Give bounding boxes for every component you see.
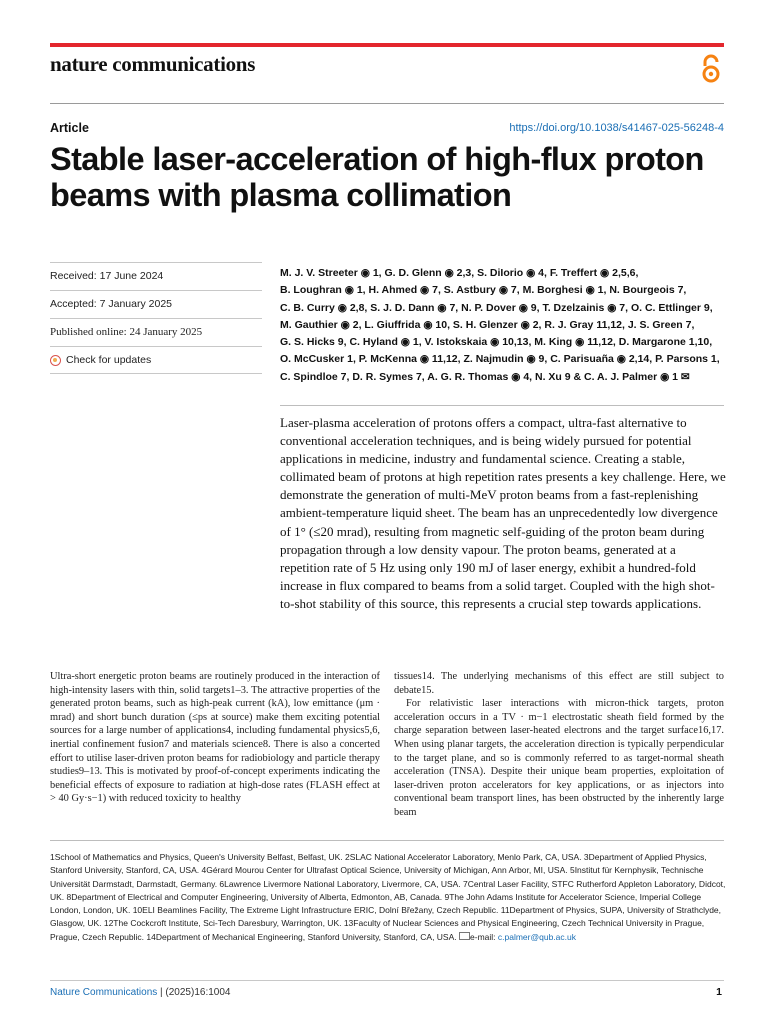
footer-divider [50,980,724,981]
body-column-left [50,670,380,806]
author-list [280,265,732,386]
open-access-icon[interactable] [700,54,722,84]
author-line[interactable]: G. S. Hicks 9, C. Hyland ◉ 1, V. Istokskaia ◉ 10,13, M. King ◉ 11,12, D. Margarone 1,10, [280,336,713,349]
body-paragraph: tissues14. The underlying mechanisms of this effect are still subject to debate15. [394,671,724,696]
body-column-right [394,670,724,820]
page-number: 1 [716,986,722,998]
author-line[interactable]: O. McCusker 1, P. McKenna ◉ 11,12, Z. Najmudin ◉ 9, C. Parisuaña ◉ 2,14, P. Parsons 1, [280,353,720,366]
header-divider [50,103,724,104]
article-dates [50,262,262,374]
received-date: Received: 17 June 2024 [50,262,262,290]
journal-name[interactable]: nature communications [50,52,256,76]
abstract-divider [280,405,724,406]
author-line[interactable]: M. J. V. Streeter ◉ 1, G. D. Glenn ◉ 2,3, S. DiIorio ◉ 4, F. Treffert ◉ 2,5,6, [280,267,639,279]
doi-link[interactable]: https://doi.org/10.1038/s41467-025-56248-4 [509,122,724,134]
affiliations [50,851,728,944]
affiliations-text: 1School of Mathematics and Physics, Queen's University Belfast, Belfast, UK. 2SLAC National Accelerator Laboratory, Menlo Park, CA, USA. 3Department of Applied Physics, Stanford University, Stanford, CA, USA. 4Gérard Mourou Center for Ultrafast Optical Science, University of Michigan, Ann Arbor, MI, USA. 5Institut für Kernphysik, Technische Universität Darmstadt, Darmstadt, Germany. 6Lawrence Livermore National Laboratory, Livermore, CA, USA. 7Central Laser Facility, STFC Rutherford Appleton Laboratory, Didcot, UK. 8Department of Electrical and Computer Engineering, University of Alberta, Edmonton, AB, Canada. 9The John Adams Institute for Accelerator Science, Imperial College London, London, UK. 10ELI Beamlines Facility, The Extreme Light Infrastructure ERIC, Dolní Břežany, Czech Republic. 11Department of Physics, SUPA, University of Strathclyde, Glasgow, UK. 12The Cockcroft Institute, Sci-Tech Daresbury, Warrington, UK. 13Faculty of Nuclear Sciences and Physical Engineering, Czech Technical University in Prague, Prague, Czech Republic. 14Department of Mechanical Engineering, Stanford University, Stanford, CA, USA. [50,852,726,942]
email-label: e-mail: [470,931,498,942]
author-line[interactable]: C. Spindloe 7, D. R. Symes 7, A. G. R. Thomas ◉ 4, N. Xu 9 & C. A. J. Palmer ◉ 1 ✉ [280,370,690,383]
author-line[interactable]: B. Loughran ◉ 1, H. Ahmed ◉ 7, S. Astbury ◉ 7, M. Borghesi ◉ 1, N. Bourgeois 7, [280,284,687,297]
accepted-date: Accepted: 7 January 2025 [50,290,262,318]
footer-citation [50,987,230,998]
email-icon [459,932,470,940]
corresponding-email-link[interactable]: c.palmer@qub.ac.uk [497,931,576,942]
footer-volume: | (2025)16:1004 [157,987,231,998]
journal-top-rule [50,43,724,47]
check-updates-link[interactable] [50,346,262,374]
check-updates-icon [50,355,61,366]
abstract: Laser-plasma acceleration of protons offers a compact, ultra-fast alternative to conventional acceleration techniques, and is being widely pursued for potential applications in medicine, industry and fundamental science. Creating a stable, collimated beam of protons at high repetition rates presents a key challenge. Here, we demonstrate the generation of multi-MeV proton beams from a fast-replenishing ambient-temperature liquid sheet. The beam has an unprecedentedly low divergence of 1° (≤20 mrad), resulting from magnetic self-guiding of the proton beam during propagation through a low density vapour. The proton beams, generated at a repetition rate of 5 Hz using only 190 mJ of laser energy, exhibit a hundred-fold increase in flux compared to beams from a solid target. Coupled with the high shot-to-shot stability of this source, this represents a crucial step towards applications. [280,415,726,611]
affiliations-divider [50,840,724,841]
author-line[interactable]: M. Gauthier ◉ 2, L. Giuffrida ◉ 10, S. H. Glenzer ◉ 2, R. J. Gray 11,12, J. S. Green 7, [280,318,695,331]
check-updates-label: Check for updates [66,354,152,366]
published-date: Published online: 24 January 2025 [50,318,262,346]
article-type-label: Article [50,121,89,135]
article-title: Stable laser-acceleration of high-flux proton beams with plasma collimation [50,141,704,213]
author-line[interactable]: C. B. Curry ◉ 2,8, S. J. D. Dann ◉ 7, N. P. Dover ◉ 9, T. Dzelzainis ◉ 7, O. C. Ettlinger 9, [280,301,713,314]
footer-journal-link[interactable]: Nature Communications [50,987,158,998]
body-paragraph: Ultra-short energetic proton beams are routinely produced in the interaction of high-intensity lasers with thin, solid targets1–3. The attractive properties of the generated proton beams, such as high-peak current (kA), low emittance (μm · mrad) and short bunch duration (≤ps at source) make them exciting potential sources for a large number of applications4, including fundamental physics5,6, inertial confinement fusion7 and materials science8. There is also a concerted effort to utilise laser-driven proton beams for radiobiology and particle therapy studies9–13. This is motivated by proof-of-concept experiments indicating the beneficial effects of exposure to radiation at high-dose rates (FLASH effect at > 40 Gy·s−1) with reduced toxicity to healthy [50,671,380,805]
body-paragraph: For relativistic laser interactions with micron-thick targets, proton acceleration occurs in a TV · m−1 electrostatic sheath field formed by the charge separation between laser-heated electrons and the target surface16,17. When using planar targets, the acceleration direction is typically perpendicular to the target plane, and so is commonly referred to as target-normal sheath acceleration (TNSA). Despite their unique beam properties, exploitation of laser-driven proton accelerators for key applications, or as injectors into conventional beam transport lines, has been obstructed by the inherently large beam [394,698,724,818]
